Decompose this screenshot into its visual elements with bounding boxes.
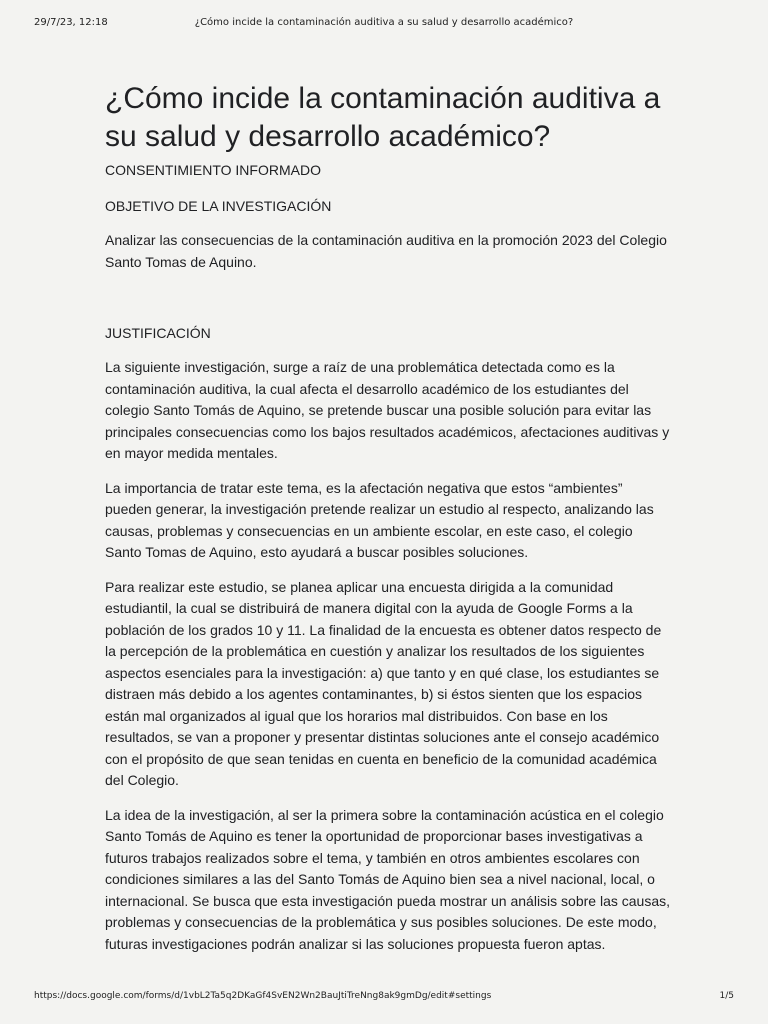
form-title: ¿Cómo incide la contaminación auditiva a su salud y desarrollo académico? [105,82,661,153]
print-doc-title: ¿Cómo incide la contaminación auditiva a su salud y desarrollo académico? [194,17,574,28]
justification-paragraph-2: La importancia de tratar este tema, es la afectación negativa que estos “ambientes” pueden generar, la investigación pretende realizar un estudio al respecto, analizando las causas, problemas y consecuencias en un ambiente escolar, en este caso, el colegio Santo Tomas de Aquino, esto ayudará a buscar posibles soluciones. [105,479,654,560]
form-content [105,80,673,955]
print-datetime: 29/7/23, 12:18 [34,17,108,28]
objective-heading: OBJETIVO DE LA INVESTIGACIÓN [105,198,332,214]
page-number: 1/5 [719,991,734,1001]
form-subtitle: CONSENTIMIENTO INFORMADO [105,162,321,178]
justification-paragraph-3: Para realizar este estudio, se planea aplicar una encuesta dirigida a la comunidad estudiantil, la cual se distribuirá de manera digital con la ayuda de Google Forms a la población de los grados 10 y 11. La finalidad de la encuesta es obtener datos respecto de la percepción de la problemática en cuestión y analizar los resultados de los siguientes aspectos esenciales para la investigación: a) que tanto y en qué clase, los estudiantes se distraen más debido a los agentes contaminantes, b) si éstos sienten que los espacios están mal organizados al igual que los horarios mal distribuidos. Con base en los resultados, se van a proponer y presentar distintas soluciones ante el consejo académico con el propósito de que sean tenidas en cuenta en beneficio de la comunidad académica del Colegio. [105,578,662,788]
justification-paragraph-1: La siguiente investigación, surge a raíz de una problemática detectada como es la contaminación auditiva, la cual afecta el desarrollo académico de los estudiantes del colegio Santo Tomás de Aquino, se pretende buscar una posible solución para evitar las principales consecuencias como los bajos resultados académicos, afectaciones auditivas y en mayor medida mentales. [105,359,670,461]
justification-paragraph-4: La idea de la investigación, al ser la primera sobre la contaminación acústica en el colegio Santo Tomás de Aquino es tener la oportunidad de proporcionar bases investigativas a futuros trabajos realizados sobre el tema, y también en otros ambientes escolares con condiciones similares a las del Santo Tomás de Aquino bien sea a nivel nacional, local, o internacional. Se busca que esta investigación pueda mostrar un análisis sobre las causas, problemas y consecuencias de la problemática y sus posibles soluciones. De este modo, futuras investigaciones podrán analizar si las soluciones propuesta fueron aptas. [105,806,670,952]
objective-text: Analizar las consecuencias de la contaminación auditiva en la promoción 2023 del Colegio Santo Tomas de Aquino. [105,232,667,270]
print-url: https://docs.google.com/forms/d/1vbL2Ta5q2DKaGf4SvEN2Wn2BauJtiTreNng8ak9gmDg/edit#settings [34,991,492,1001]
justification-heading: JUSTIFICACIÓN [105,325,211,341]
